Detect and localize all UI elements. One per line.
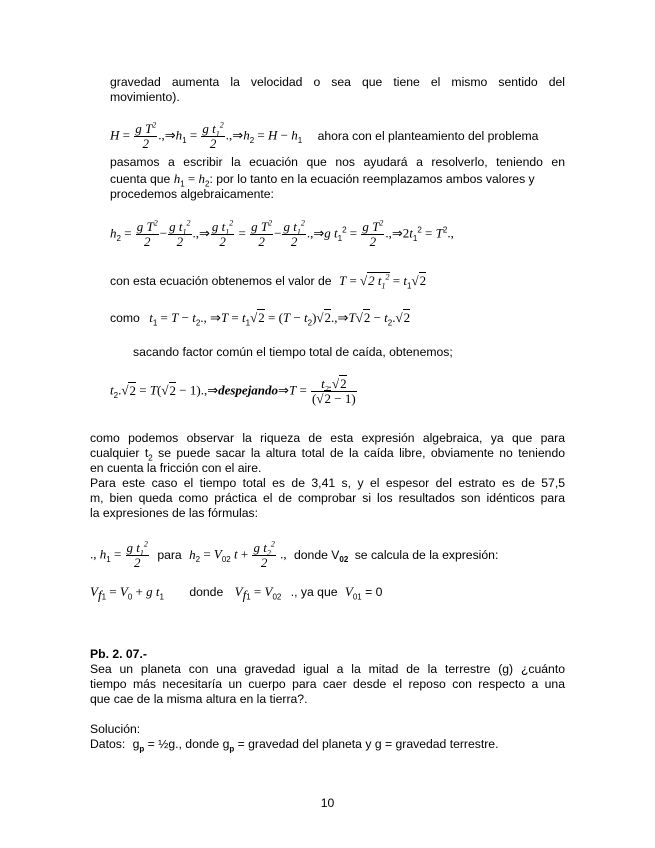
problem-title: Pb. 2. 07.- [90, 647, 147, 661]
para4-line2-b: se puede sacar la altura total de la caída libre, obviamente no teniendo [152, 446, 565, 460]
para4-line5: m, bien queda como práctica el de comprobar si los resultados son idénticos para [90, 491, 565, 505]
solution-p-sub: p [139, 744, 145, 754]
equation-h2-derivation: $h_2$ = $\frac{g T^2}{2}$ − $\frac{g t_1^2}{2}$ .,⇒ $\frac{g t_1^2}{2}$ = $\frac{g T^2}{2}$ − $\frac{g t_1^2}{2}$ .,⇒g $t_1^2$ = $\frac{g T^2}{2}$ $.,\Rightarrow 2t_1^2 = T^2$., [110, 218, 454, 249]
equation-t1: como $t_1 = T - t_2$., ⇒T = $t_1√2 = (T$ − $t_2)√2.,\Rightarrow T√2 - t_2.√2$ [110, 310, 411, 328]
eq7-donde: donde [189, 585, 224, 599]
para4-line4: Para este caso el tiempo total es de 3,41 s, y el espesor del estrato es de 57,5 [90, 476, 565, 490]
problem-line1: Sea un planeta con una gravedad igual a la mitad de la terrestre (g) ¿cuánto [90, 662, 565, 676]
eq1-text-after: ahora con el planteamiento del problema [317, 128, 539, 143]
solution-datos [90, 737, 498, 752]
para4-line2-sub: 2 [148, 453, 153, 463]
eq3-text-before: con esta ecuación obtenemos el valor de [110, 274, 332, 288]
para4-line6: la expresiones de las fórmulas: [90, 506, 259, 520]
solution-label: Solución: [90, 722, 141, 736]
eq4-text-before: como [110, 311, 140, 325]
para3-line1: sacando factor común el tiempo total de caída, obtenemos; [133, 345, 453, 359]
solution-eq-half: = ½g., donde g [144, 737, 230, 751]
problem-line3: que cae de la misma altura en la tierra?. [90, 692, 308, 706]
para1-line2: movimiento). [110, 90, 180, 104]
equation-h1-h2-v02: ., $h_1$ = $\frac{g t_1^2}{2}$ para $h_2 = V_{02}$ t + $\frac{g t_2^2}{2}$ ., donde $V_{02}$ se calcula de la expresión: [90, 539, 499, 570]
para2-line2-b: : por lo tanto en la ecuación reemplazamos ambos valores y [209, 172, 535, 186]
para2-line1: pasamos a escribir la ecuación que nos ayudará a resolverlo, teniendo en [110, 155, 565, 169]
solution-datos-label: Datos: [90, 737, 126, 751]
eq6-para: para [157, 547, 182, 562]
eq7-zero: = 0 [365, 585, 383, 599]
problem-line2: tiempo más necesitaría un cuerpo para caer desde el reposo con respecto a una [90, 677, 565, 691]
eq5-despejando: despejando [218, 382, 279, 398]
solution-p-sub-2: p [229, 744, 235, 754]
eq7-ya-que: ., ya que [290, 585, 338, 599]
equation-total-time: con esta ecuación obtenemos el valor de T = √2 $t_1^2 = t_1√2$ [110, 272, 427, 291]
equation-despejando: $t_2.√2 = T(√2$ − 1).,⇒despejando⇒T = $\frac{t_2.√2}{(√2 - 1)}$ [110, 376, 356, 406]
para2-line3: procedemos algebraicamente: [110, 187, 274, 201]
equation-vf1: $V_{f1} = V_0 + g$ $t_1$ donde $V_{f1} = V_{02}$ ., ya que $V_{01} = 0$ [90, 584, 383, 603]
para2-line2-a: cuenta que [110, 172, 171, 186]
para4-line3: en cuenta la fricción con el aire. [90, 461, 262, 475]
solution-g: g [132, 737, 140, 751]
solution-rest: = gravedad del planeta y g = gravedad terrestre. [234, 737, 499, 751]
para4-line1: como podemos observar la riqueza de esta expresión algebraica, ya que para [90, 431, 565, 445]
equation-h-h1-h2: H = $\frac{g T^2}{2}$ $.,\Rightarrow h_1$ = $\frac{g t_1^2}{2}$ $.,\Rightarrow h_2 = H - h_1$ ahora con el planteamiento del problema [110, 120, 539, 151]
para2-line2: cuenta que $h_1 = h_2$: por lo tanto en la ecuación reemplazamos ambos valores y [110, 171, 535, 189]
page-number: 10 [320, 796, 335, 810]
para4-line2 [90, 446, 565, 461]
para1-line1: gravedad aumenta la velocidad o sea que tiene el mismo sentido del [110, 75, 565, 89]
eq6-rest: se calcula de la expresión: [354, 547, 499, 562]
eq6-donde-sub: 02 [339, 555, 349, 565]
para4-line2-a: cualquier t [90, 446, 149, 460]
eq6-donde: donde V [294, 547, 340, 562]
